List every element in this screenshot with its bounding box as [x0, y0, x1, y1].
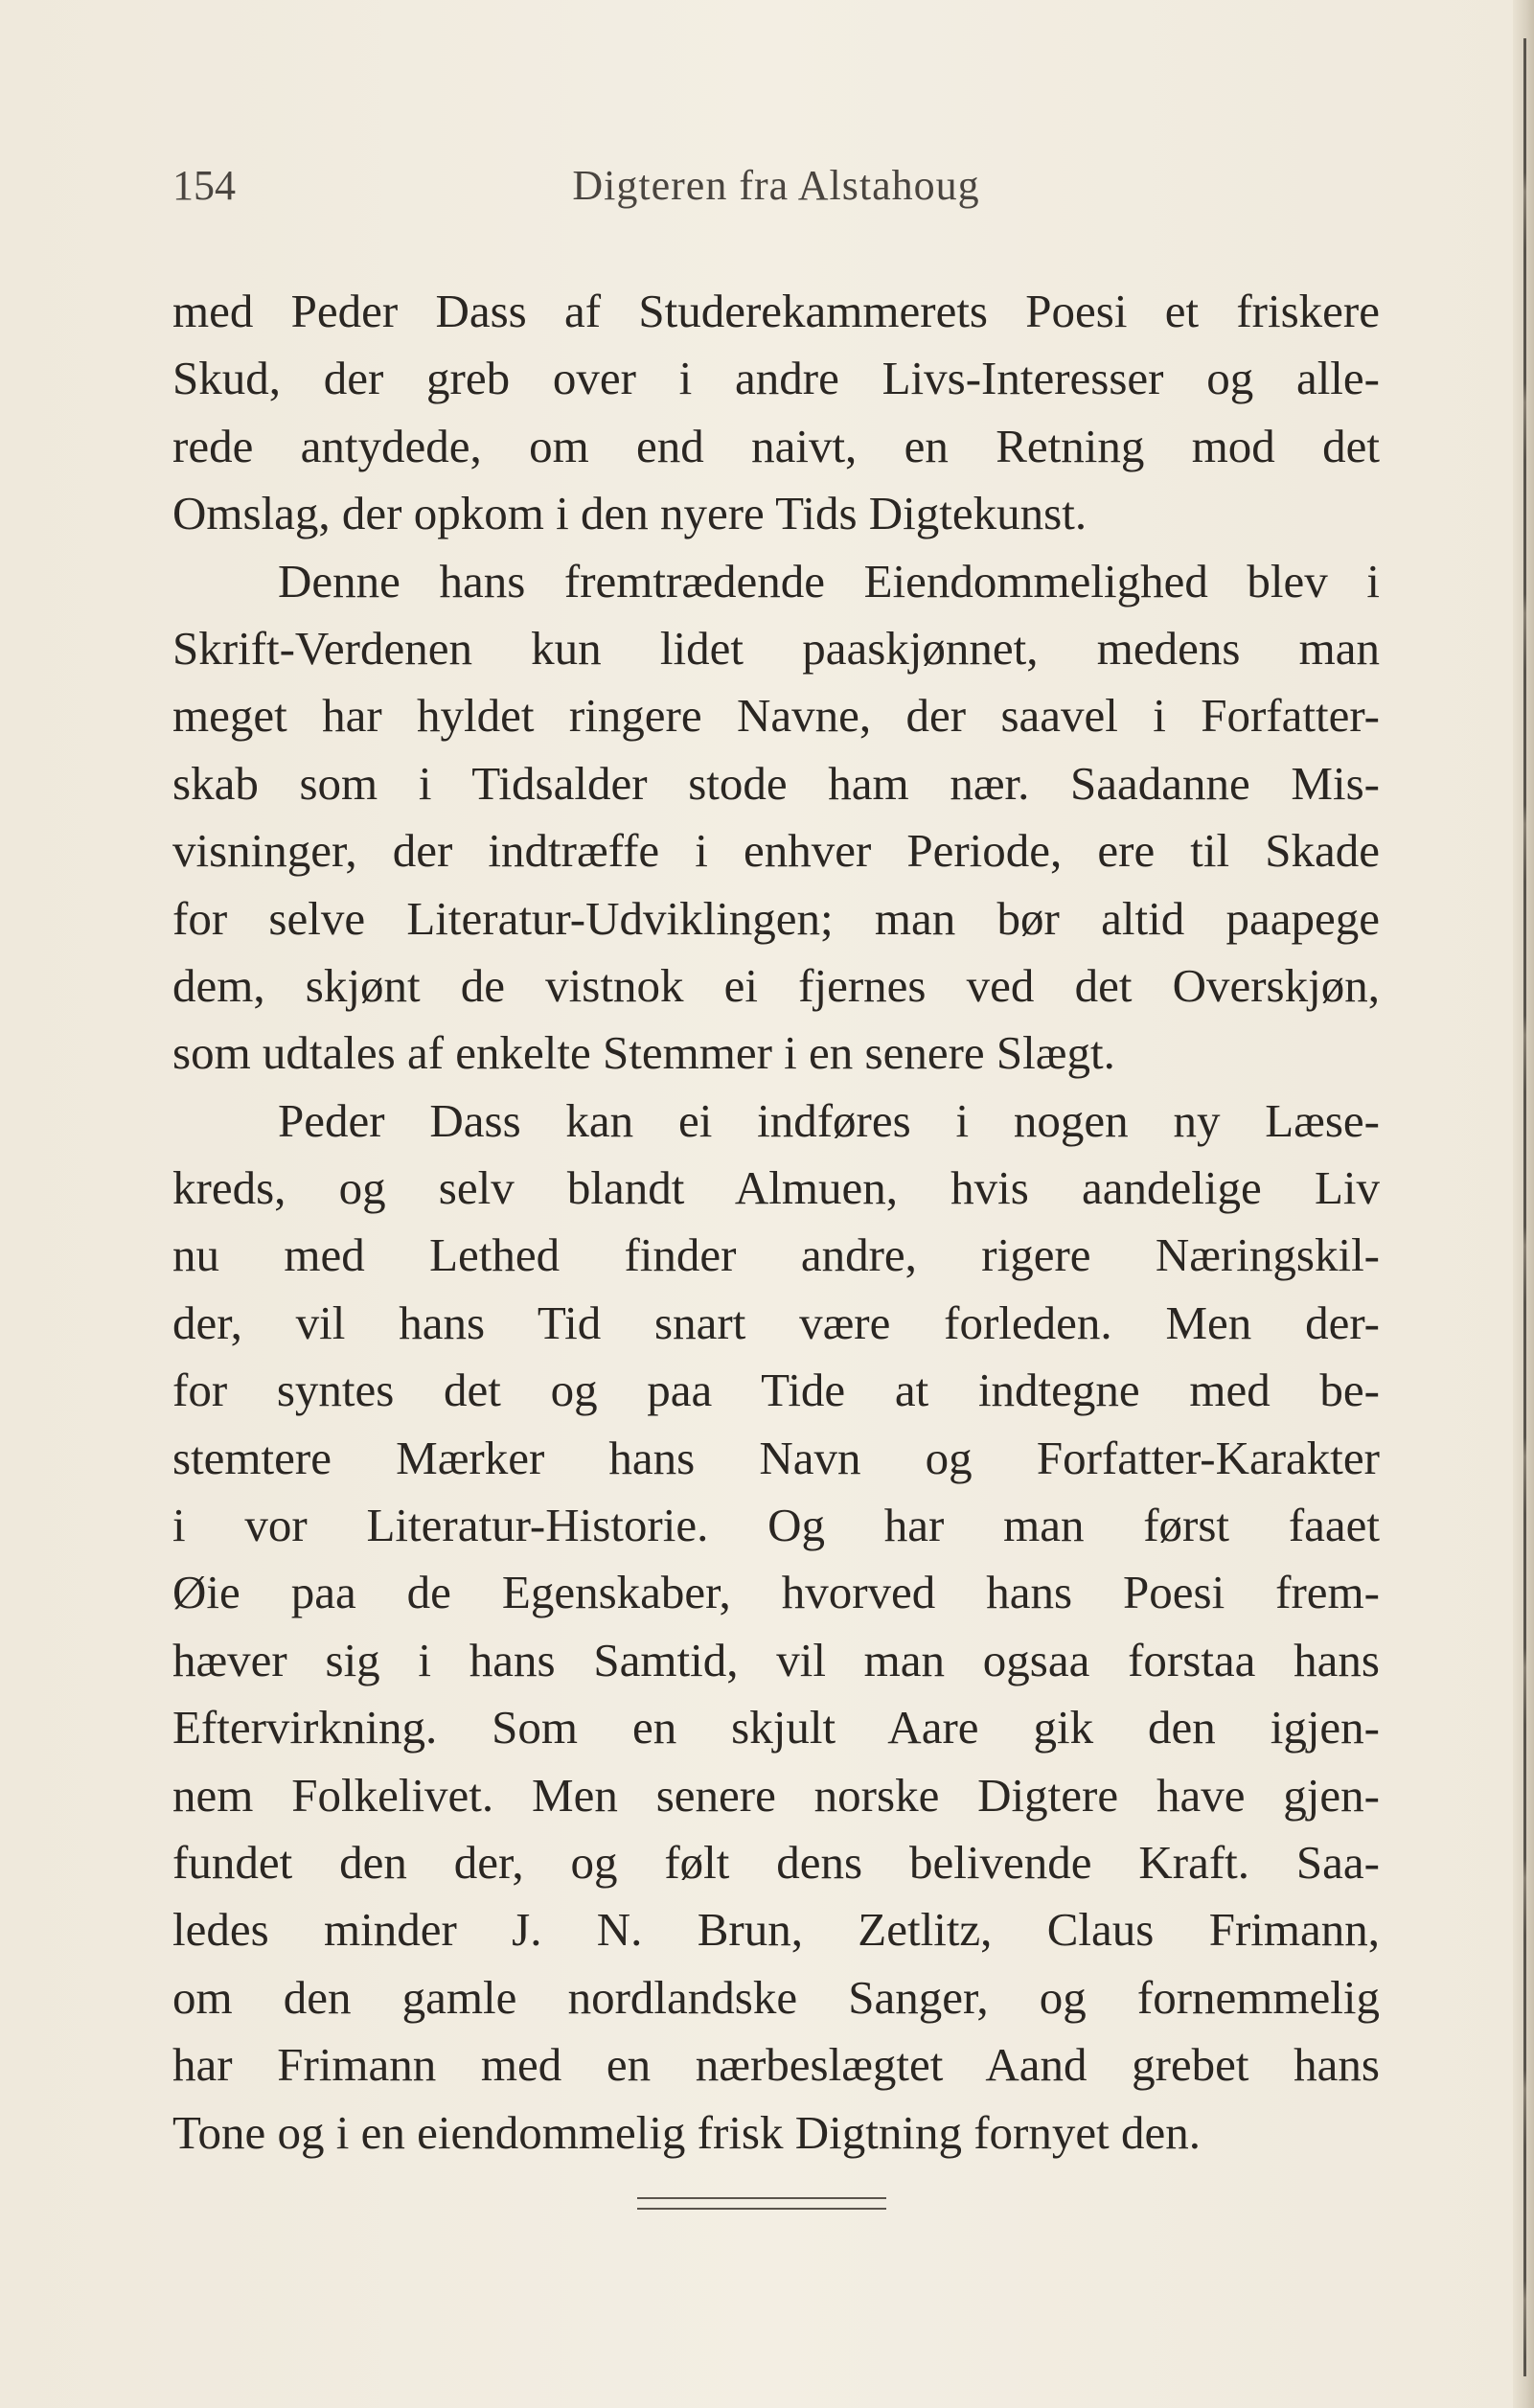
text-line: Eftervirkning. Som en skjult Aare gik den igjen- — [172, 1701, 1380, 1754]
text-line: hæver sig i hans Samtid, vil man ogsaa forstaa hans — [172, 1633, 1380, 1686]
text-line: stemtere Mærker hans Navn og Forfatter-Karakter — [172, 1431, 1380, 1484]
text-line: nem Folkelivet. Men senere norske Digtere have gjen- — [172, 1768, 1380, 1822]
text-line: om den gamle nordlandske Sanger, og fornemmelig — [172, 1970, 1380, 2024]
text-line: for syntes det og paa Tide at indtegne med be- — [172, 1364, 1380, 1417]
text-line: Omslag, der opkom i den nyere Tids Digtekunst. — [172, 487, 1088, 540]
page-edge-shadow — [1513, 0, 1534, 2408]
text-line: for selve Literatur-Udviklingen; man bør altid paapege — [172, 891, 1380, 945]
text-line: rede antydede, om end naivt, en Retning mod det — [172, 419, 1380, 472]
text-line: som udtales af enkelte Stemmer i en senere Slægt. — [172, 1026, 1115, 1080]
paragraph-first-line: Peder Dass kan ei indføres i nogen ny Læse- — [278, 1093, 1380, 1147]
text-line: meget har hyldet ringere Navne, der saavel i Forfatter- — [172, 689, 1380, 743]
running-head — [172, 161, 1380, 218]
text-line: fundet den der, og følt dens belivende Kraft. Saa- — [172, 1835, 1380, 1889]
text-line: Skud, der greb over i andre Livs-Interesser og alle- — [172, 352, 1380, 405]
text-line: der, vil hans Tid snart være forleden. Men der- — [172, 1296, 1380, 1349]
page-number: 154 — [172, 162, 236, 209]
text-line: har Frimann med en nærbeslægtet Aand grebet hans — [172, 2038, 1380, 2092]
text-line: Skrift-Verdenen kun lidet paaskjønnet, medens man — [172, 621, 1380, 675]
running-title: Digteren fra Alstahoug — [572, 162, 980, 209]
paragraph-first-line: Denne hans fremtrædende Eiendommelighed blev i — [278, 554, 1380, 608]
text-line: kreds, og selv blandt Almuen, hvis aandelige Liv — [172, 1161, 1380, 1215]
section-end-rule — [637, 2197, 886, 2210]
binding-edge-line — [1523, 38, 1526, 2376]
text-line: med Peder Dass af Studerekammerets Poesi et friskere — [172, 285, 1380, 337]
text-line: Øie paa de Egenskaber, hvorved hans Poesi frem- — [172, 1566, 1380, 1619]
text-line: ledes minder J. N. Brun, Zetlitz, Claus Frimann, — [172, 1903, 1380, 1957]
text-line: i vor Literatur-Historie. Og har man først faaet — [172, 1499, 1380, 1552]
text-line: dem, skjønt de vistnok ei fjernes ved det Overskjøn, — [172, 958, 1380, 1012]
body-text — [172, 278, 1380, 2167]
text-line: nu med Lethed finder andre, rigere Næringskil- — [172, 1228, 1380, 1282]
text-line: skab som i Tidsalder stode ham nær. Saadanne Mis- — [172, 756, 1380, 810]
text-line: Tone og i en eiendommelig frisk Digtning fornyet den. — [172, 2105, 1201, 2159]
text-line: visninger, der indtræffe i enhver Periode, ere til Skade — [172, 824, 1380, 878]
